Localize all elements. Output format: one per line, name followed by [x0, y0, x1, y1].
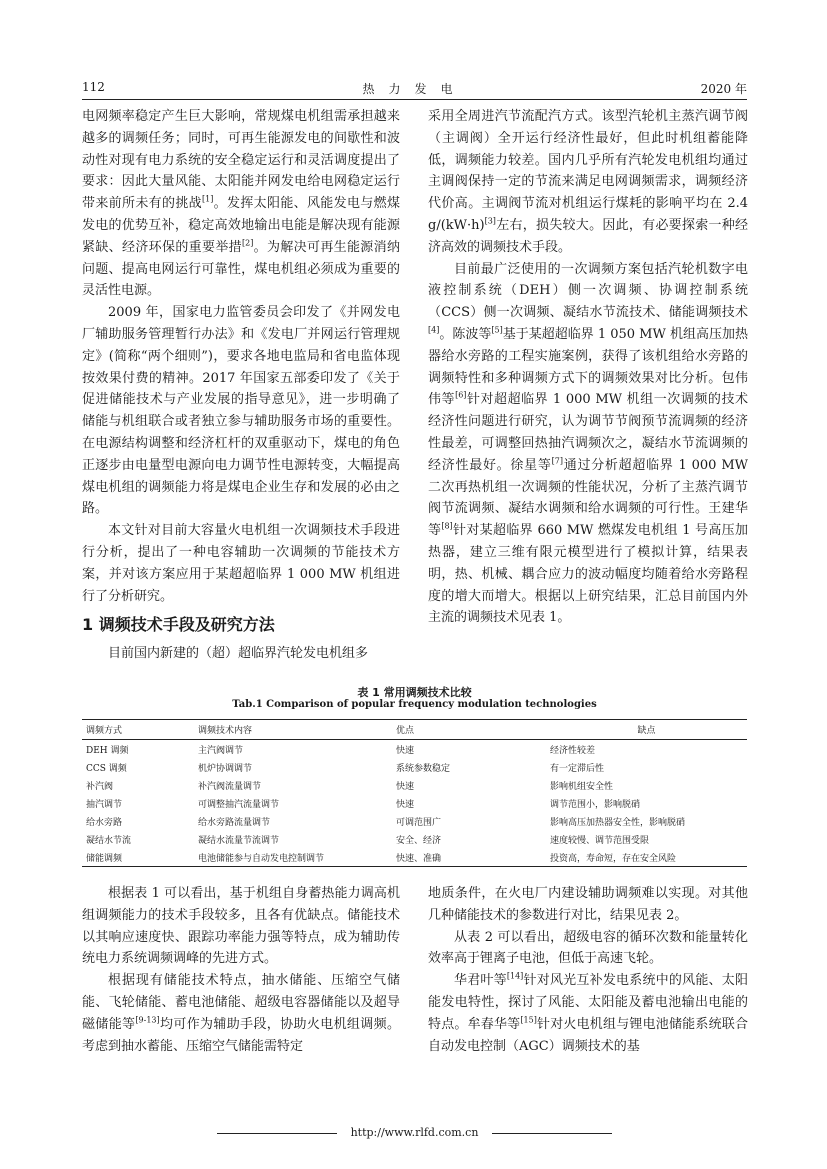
table-header-method: 调频方式 — [82, 720, 194, 740]
table-cell: 可调范围广 — [396, 817, 442, 828]
right-column-bottom — [428, 883, 748, 1057]
text-run: 电网频率稳定产生巨大影响，常规煤电机组需承担越来越多的调频任务；同时，可再生能源发电的间歇性和波动性对现有电力系统的安全稳定运行和灵活调度提出了要求：因此大量风能、太阳能并网发电给电网稳定运行带来前所未有的挑战 — [82, 109, 400, 212]
section-heading — [82, 613, 400, 637]
citation-ref: [5] — [491, 325, 503, 335]
table-cell: 补汽阀 — [86, 781, 114, 792]
text-run: 基于某超超临界 1 050 MW 机组高压加热器给水旁路的工程实施案例，获得了该机组给水旁路的调频特性和多种调频方式下的调频效果对比分析。包伟伟等 — [428, 326, 748, 408]
text-run: 地质条件，在火电厂内建设辅助调频难以实现。对其他几种储能技术的参数进行对比，结果见表 2。 — [428, 886, 748, 923]
table-cell: 储能调频 — [82, 848, 194, 867]
citation-ref: [7] — [551, 456, 563, 466]
body-paragraph — [428, 106, 748, 259]
table-cell: 系统参数稳定 — [396, 763, 451, 774]
left-column-top — [82, 106, 400, 665]
comparison-table — [82, 719, 747, 867]
journal-title: 热力发电 — [362, 82, 467, 96]
body-paragraph — [82, 970, 400, 1057]
text-run: 针对超超临界 1 000 MW 机组一次调频的技术经济性问题进行研究，认为调节节阀预节流调频的经济性最差，可调整回热抽汽调频次之，凝结水节流调频的经济性最好。徐星等 — [428, 392, 748, 473]
table-cell: 抽汽调节 — [86, 799, 123, 810]
text-run: 1 调频技术手段及研究方法 — [82, 615, 275, 635]
page-footer — [82, 1126, 747, 1139]
table-cell: 影响高压加热器安全性，影响脱硝 — [550, 817, 686, 828]
table-cell: 快速 — [396, 799, 415, 810]
table-cell: 有一定滞后性 — [550, 763, 605, 774]
citation-ref: [14] — [506, 971, 524, 981]
body-paragraph — [82, 520, 400, 607]
table-cell: 凝结水流量节流调节 — [198, 835, 280, 846]
text-run: 。陈波等 — [439, 326, 492, 342]
page-number: 112 — [82, 80, 105, 94]
text-run: 2009 年，国家电力监管委员会印发了《并网发电厂辅助服务管理暂行办法》和《发电厂并网运行管理规定》(简称“两个细则”)，要求各地电监局和省电监体现按效果付费的精神。2017 年国家五部委印发了《关于促进储能技术与产业发展的指导意见》，进一步明确了储能与机组联合或者独立参与辅助服务市场的重要性。在电源结构调整和经济杠杆的双重驱动下，煤电的角色正逐步由电量型电源向电力调节性电源转变，大幅提高煤电机组的调频能力将是煤电企业生存和发展的必由之路。 — [82, 305, 400, 517]
table-cell: 补汽阀流量调节 — [198, 781, 262, 792]
table-caption-zh: 表 1 常用调频技术比较 — [357, 686, 472, 699]
text-run: 。为解决可再生能源消纳问题、提高电网运行可靠性，煤电机组必须成为重要的灵活性电源。 — [82, 239, 400, 299]
table-cell: 快速 — [396, 781, 415, 792]
citation-ref: [4] — [428, 325, 440, 335]
table-cell: 投资高，寿命短，存在安全风险 — [546, 848, 747, 867]
left-column-bottom — [82, 883, 400, 1057]
text-run: 针对火电机组与锂电池储能系统联合自动发电控制（AGC）调频技术的基 — [428, 1016, 748, 1054]
table-row — [82, 848, 747, 867]
table-header-disadvantage: 缺点 — [546, 720, 747, 740]
table-cell: 机炉协调调节 — [198, 763, 253, 774]
citation-ref: [1] — [201, 194, 214, 204]
citation-ref: [9-13] — [135, 1015, 160, 1025]
table-cell: 快速、准确 — [392, 848, 546, 867]
body-paragraph — [82, 106, 400, 302]
table-cell: 给水旁路流量调节 — [198, 817, 271, 828]
table-cell: 速度较慢、调节范围受限 — [550, 835, 650, 846]
table-row — [82, 830, 747, 848]
body-paragraph — [82, 883, 400, 970]
text-run: 。发挥太阳能、风能发电与燃煤发电的优势互补，稳定高效地输出电能是解决现有能源紧缺、经济环保的重要举措 — [82, 196, 400, 255]
text-run: 均可作为辅助手段，协助火电机组调频。考虑到抽水蓄能、压缩空气储能需特定 — [82, 1016, 400, 1054]
text-run: 根据现有储能技术特点，抽水储能、压缩空气储能、飞轮储能、蓄电池储能、超级电容器储能以及超导磁储能等 — [82, 973, 400, 1032]
citation-ref: [6] — [455, 391, 467, 401]
citation-ref: [15] — [520, 1015, 537, 1025]
table-row — [82, 740, 747, 759]
body-paragraph — [428, 883, 748, 927]
table-cell: 安全、经济 — [396, 835, 442, 846]
table-cell: 影响机组安全性 — [550, 781, 614, 792]
table-row — [82, 794, 747, 812]
text-run: 本文针对目前大容量火电机组一次调频技术手段进行分析，提出了一种电容辅助一次调频的节能技术方案，并对该方案应用于某超超临界 1 000 MW 机组进行了分析研究。 — [82, 523, 400, 604]
text-run: 华君叶等 — [454, 973, 507, 989]
citation-ref: [2] — [241, 238, 254, 248]
table-cell: 可调整抽汽流量调节 — [198, 799, 280, 810]
table-header-row — [82, 720, 747, 740]
table-cell: 调节范围小，影响脱硝 — [550, 799, 641, 810]
text-run: 目前最广泛使用的一次调频方案包括汽轮机数字电液控制系统（DEH）侧一次调频、协调控制系统（CCS）侧一次调频、凝结水节流技术、储能调频技术 — [428, 261, 748, 321]
text-run: 从表 2 可以看出，超级电容的循环次数和能量转化效率高于锂离子电池，但低于高速飞轮。 — [428, 929, 748, 967]
table-row — [82, 776, 747, 794]
table-caption-en: Tab.1 Comparison of popular frequency modulation technologies — [232, 699, 597, 710]
body-paragraph — [428, 970, 748, 1057]
header-rule — [82, 99, 747, 100]
text-run: 采用全周进汽节流配汽方式。该型汽轮机主蒸汽调节阀（主调阀）全开运行经济性最好，但此时机组蓄能降低，调频能力较差。国内几乎所有汽轮发电机组均通过主调阀保持一定的节流来满足电网调频需求，调频经济代价高。主调阀节流对机组运行煤耗的影响平均在 2.4 g/(kW·h) — [428, 109, 748, 233]
page-header — [82, 80, 747, 98]
journal-url: http://www.rlfd.com.cn — [350, 1126, 479, 1139]
text-run: 针对某超临界 660 MW 燃煤发电机组 1 号高压加热器，建立三维有限元模型进行了模拟计算，结果表明，热、机械、耦合应力的波动幅度均随着给水旁路程度的增大而增大。根据以上研究结果，汇总目前国内外主流的调频技术见表 1。 — [428, 523, 748, 626]
table-cell: CCS 调频 — [86, 763, 127, 774]
text-run: 左右，损失较大。因此，有必要探索一种经济高效的调频技术手段。 — [428, 217, 748, 255]
body-paragraph — [82, 643, 400, 665]
table-row — [82, 758, 747, 776]
body-paragraph — [428, 259, 748, 630]
table-cell: 电池储能参与自动发电控制调节 — [194, 848, 392, 867]
table-cell: 快速 — [396, 745, 415, 756]
body-paragraph — [428, 927, 748, 971]
table-cell: 凝结水节流 — [86, 835, 132, 846]
table-cell: 经济性较差 — [550, 745, 596, 756]
table-header-content: 调频技术内容 — [194, 720, 392, 740]
footer-rule-left — [217, 1133, 337, 1134]
right-column-top — [428, 106, 748, 629]
table-cell: DEH 调频 — [86, 745, 129, 756]
citation-ref: [8] — [441, 521, 453, 531]
table-header-advantage: 优点 — [392, 720, 546, 740]
table-row — [82, 812, 747, 830]
citation-ref: [3] — [484, 216, 496, 226]
text-run: 通过分析超超临界 1 000 MW 二次再热机组一次调频的性能状况，分析了主蒸汽调节阀节流调频、凝结水调频和给水调频的可行性。王建华等 — [428, 457, 748, 539]
text-run: 目前国内新建的（超）超临界汽轮发电机组多 — [108, 646, 369, 662]
table-cell: 给水旁路 — [86, 817, 123, 828]
text-run: 针对风光互补发电系统中的风能、太阳能发电特性，探讨了风能、太阳能及蓄电池输出电能的特点。牟春华等 — [428, 973, 748, 1032]
footer-rule-right — [492, 1133, 612, 1134]
publication-year: 2020 年 — [700, 82, 747, 96]
body-paragraph — [82, 302, 400, 520]
table-cell: 主汽阀调节 — [198, 745, 244, 756]
text-run: 根据表 1 可以看出，基于机组自身蓄热能力调高机组调频能力的技术手段较多，且各有优缺点。储能技术以其响应速度快、跟踪功率能力强等特点，成为辅助传统电力系统调频调峰的先进方式。 — [82, 886, 400, 967]
